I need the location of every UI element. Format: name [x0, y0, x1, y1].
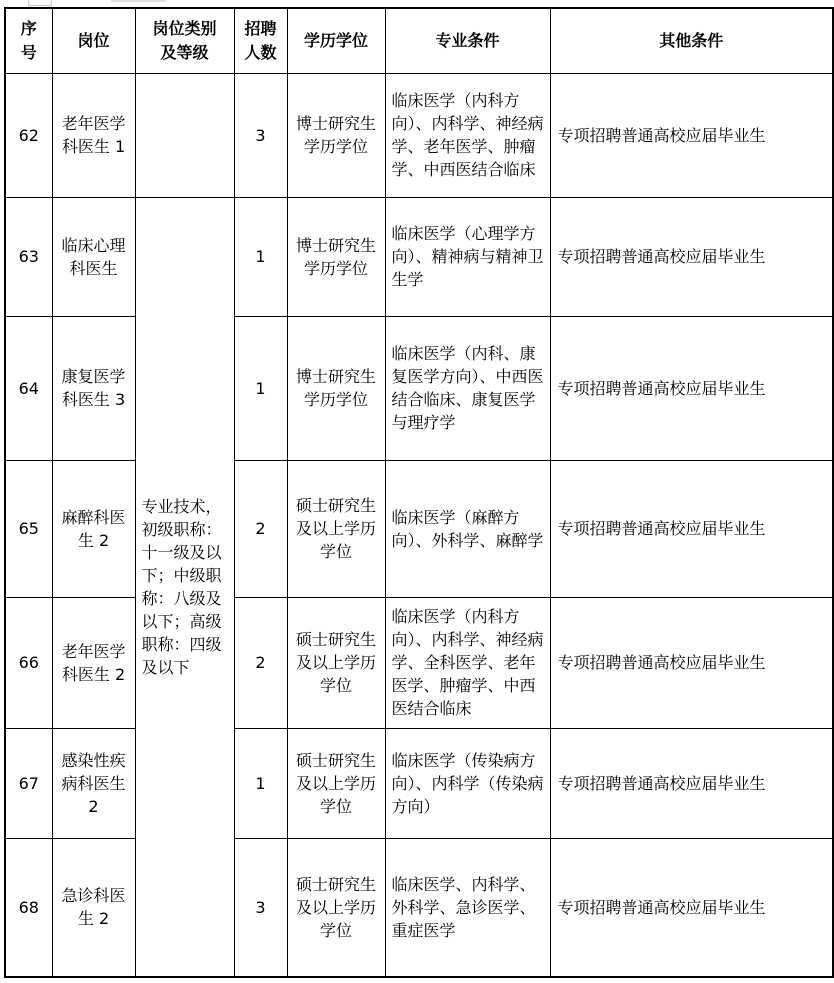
cell-seq: 65: [5, 460, 52, 597]
cell-category-note: 专业技术，初级职称：十一级及以下；中级职称：八级及以下；高级职称：四级及以下: [135, 197, 234, 977]
cell-position: 老年医学科医生 1: [52, 73, 135, 197]
cell-other: 专项招聘普通高校应届毕业生: [550, 197, 833, 316]
cell-degree: 硕士研究生及以上学历学位: [287, 728, 385, 838]
cell-seq: 68: [5, 838, 52, 977]
cell-other: 专项招聘普通高校应届毕业生: [550, 316, 833, 460]
cell-category-empty: [135, 73, 234, 197]
cell-degree: 博士研究生学历学位: [287, 197, 385, 316]
cell-degree: 硕士研究生及以上学历学位: [287, 838, 385, 977]
table-row: [5, 73, 833, 197]
cell-count: 2: [234, 460, 287, 597]
cell-major: 临床医学（麻醉方向）、外科学、麻醉学: [385, 460, 550, 597]
table-row: [5, 316, 833, 460]
header-degree: 学历学位: [287, 8, 385, 73]
table-row: [5, 728, 833, 838]
cell-other: 专项招聘普通高校应届毕业生: [550, 597, 833, 728]
screen-edge-artifact-left: [28, 0, 52, 6]
cell-other: 专项招聘普通高校应届毕业生: [550, 838, 833, 977]
cell-count: 2: [234, 597, 287, 728]
cell-major: 临床医学（内科、康复医学方向）、中西医结合临床、康复医学与理疗学: [385, 316, 550, 460]
table-row: [5, 838, 833, 977]
header-count: 招聘人数: [234, 8, 287, 73]
cell-seq: 67: [5, 728, 52, 838]
cell-other: 专项招聘普通高校应届毕业生: [550, 728, 833, 838]
recruitment-table: [4, 7, 834, 978]
cell-position: 急诊科医生 2: [52, 838, 135, 977]
cell-position: 感染性疾病科医生 2: [52, 728, 135, 838]
cell-position: 老年医学科医生 2: [52, 597, 135, 728]
cell-count: 1: [234, 728, 287, 838]
cell-degree: 博士研究生学历学位: [287, 73, 385, 197]
cell-count: 1: [234, 197, 287, 316]
cell-seq: 66: [5, 597, 52, 728]
cell-degree: 硕士研究生及以上学历学位: [287, 460, 385, 597]
cell-count: 3: [234, 73, 287, 197]
screen-edge-artifact-right: [111, 0, 166, 2]
table-row: [5, 460, 833, 597]
table-row: [5, 597, 833, 728]
header-seq: 序号: [5, 8, 52, 73]
header-other: 其他条件: [550, 8, 833, 73]
cell-major: 临床医学（传染病方向）、内科学（传染病方向）: [385, 728, 550, 838]
header-major: 专业条件: [385, 8, 550, 73]
cell-major: 临床医学（内科方向）、内科学、神经病学、老年医学、肿瘤学、中西医结合临床: [385, 73, 550, 197]
header-row: [5, 8, 833, 73]
cell-position: 麻醉科医生 2: [52, 460, 135, 597]
cell-count: 3: [234, 838, 287, 977]
header-category: 岗位类别及等级: [135, 8, 234, 73]
header-position: 岗位: [52, 8, 135, 73]
cell-seq: 63: [5, 197, 52, 316]
cell-seq: 62: [5, 73, 52, 197]
table-row: [5, 197, 833, 316]
cell-other: 专项招聘普通高校应届毕业生: [550, 73, 833, 197]
cell-degree: 硕士研究生及以上学历学位: [287, 597, 385, 728]
cell-major: 临床医学（内科方向）、内科学、神经病学、全科医学、老年医学、肿瘤学、中西医结合临床: [385, 597, 550, 728]
cell-seq: 64: [5, 316, 52, 460]
cell-count: 1: [234, 316, 287, 460]
cell-position: 临床心理科医生: [52, 197, 135, 316]
cell-major: 临床医学（心理学方向）、精神病与精神卫生学: [385, 197, 550, 316]
cell-other: 专项招聘普通高校应届毕业生: [550, 460, 833, 597]
cell-position: 康复医学科医生 3: [52, 316, 135, 460]
cell-major: 临床医学、内科学、外科学、急诊医学、重症医学: [385, 838, 550, 977]
cell-degree: 博士研究生学历学位: [287, 316, 385, 460]
